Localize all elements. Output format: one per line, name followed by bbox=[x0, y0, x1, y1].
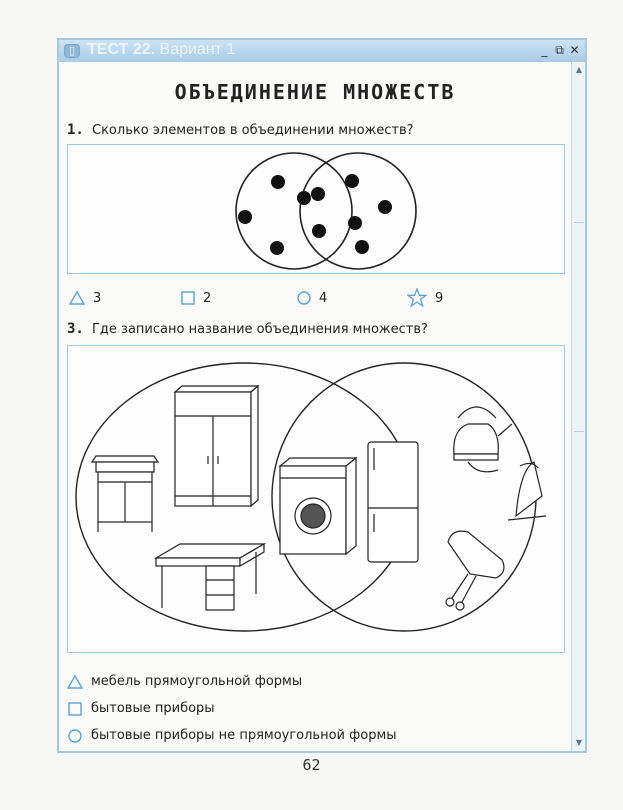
venn-left-set bbox=[236, 153, 352, 269]
square-icon bbox=[181, 291, 195, 305]
question-3 bbox=[67, 321, 428, 337]
question-3-options bbox=[67, 668, 567, 749]
venn-dot bbox=[348, 216, 362, 230]
scroll-up-arrow-icon[interactable]: ▲ bbox=[575, 65, 583, 74]
title-test-number: ТЕСТ 22. bbox=[87, 41, 156, 58]
venn-figure-box bbox=[67, 144, 565, 274]
question-3-text: Где записано название объединения множеств? bbox=[92, 322, 428, 337]
title-bar bbox=[59, 40, 585, 62]
answer-label: мебель прямоугольной формы bbox=[91, 674, 303, 689]
question-1-answers bbox=[69, 288, 569, 310]
answer-label: 4 bbox=[319, 290, 328, 306]
vertical-scrollbar[interactable] bbox=[571, 62, 585, 751]
venn-dot bbox=[270, 241, 284, 255]
question-1-text: Сколько элементов в объединении множеств? bbox=[92, 123, 414, 138]
answer-label: 9 bbox=[435, 290, 444, 306]
window-title bbox=[87, 41, 235, 59]
venn-dot bbox=[345, 174, 359, 188]
page-number: 62 bbox=[302, 756, 321, 774]
desk-icon bbox=[156, 544, 264, 610]
close-button[interactable]: ✕ bbox=[569, 43, 580, 57]
restore-button[interactable]: ⧉ bbox=[555, 43, 564, 57]
answer-option-1[interactable] bbox=[67, 668, 567, 695]
washing-machine-icon bbox=[280, 458, 356, 554]
scroll-down-arrow-icon[interactable]: ▼ bbox=[575, 738, 583, 747]
answer-label: бытовые приборы bbox=[91, 701, 215, 716]
app-icon: ▯ bbox=[64, 44, 80, 58]
answer-label: 3 bbox=[93, 290, 102, 306]
venn-diagram bbox=[68, 145, 566, 275]
answer-option-2[interactable] bbox=[181, 288, 211, 308]
venn-dot bbox=[355, 240, 369, 254]
venn-dot bbox=[311, 187, 325, 201]
circle-icon bbox=[67, 729, 83, 743]
triangle-icon bbox=[67, 675, 83, 689]
venn-dot bbox=[312, 224, 326, 238]
star-icon bbox=[407, 288, 427, 308]
iron-icon bbox=[508, 462, 546, 520]
answer-label: 2 bbox=[203, 290, 212, 306]
question-1 bbox=[67, 122, 414, 138]
test-window bbox=[57, 38, 587, 753]
answer-option-3[interactable] bbox=[297, 288, 327, 308]
triangle-icon bbox=[69, 291, 85, 305]
square-icon bbox=[67, 702, 83, 716]
question-3-number: 3. bbox=[67, 321, 84, 337]
appliances-venn-diagram bbox=[68, 346, 566, 654]
question-1-number: 1. bbox=[67, 122, 84, 138]
refrigerator-icon bbox=[368, 442, 418, 562]
window-controls bbox=[538, 43, 581, 57]
nightstand-icon bbox=[92, 456, 158, 532]
scrollbar-thumb[interactable] bbox=[574, 222, 584, 432]
title-variant: Вариант 1 bbox=[159, 41, 236, 58]
venn-dot bbox=[271, 175, 285, 189]
answer-option-2[interactable] bbox=[67, 695, 567, 722]
venn-dot bbox=[378, 200, 392, 214]
appliances-figure-box bbox=[67, 345, 565, 653]
mixer-icon bbox=[446, 531, 504, 610]
answer-label: бытовые приборы не прямоугольной формы bbox=[91, 728, 397, 743]
circle-icon bbox=[297, 291, 311, 305]
answer-option-4[interactable] bbox=[407, 288, 443, 308]
venn-dot bbox=[297, 191, 311, 205]
wardrobe-icon bbox=[175, 386, 258, 506]
answer-option-3[interactable] bbox=[67, 722, 567, 749]
page-title: ОБЪЕДИНЕНИЕ МНОЖЕСТВ bbox=[174, 80, 456, 104]
minimize-button[interactable]: _ bbox=[541, 43, 548, 57]
answer-option-1[interactable] bbox=[69, 288, 101, 308]
venn-dot bbox=[238, 210, 252, 224]
kettle-icon bbox=[454, 407, 512, 472]
